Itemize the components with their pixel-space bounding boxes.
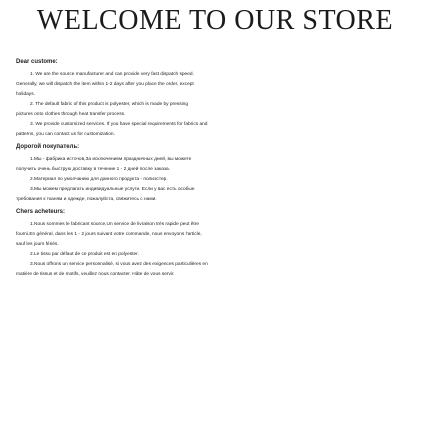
french-lines — [16, 221, 418, 279]
text-line: 1.Мы - фабрика источов,За исключением праздничных дней, вы можете — [30, 157, 192, 162]
text-line: 3.Nous offrons un service personnalisé, si vous avez des exigences particulières en — [30, 262, 208, 267]
text-line: 2.Материал по умолчанию для данного продукта - полиэстер. — [30, 177, 168, 182]
english-greeting: Dear custome: — [16, 59, 58, 65]
text-line: patterns, you can contact us for customization. — [16, 132, 115, 137]
french-greeting: Chers acheteurs: — [16, 209, 66, 215]
text-line: 2. The default fabric of this product is polyester, which is made by pressing — [30, 102, 189, 107]
text-line: holidays. — [16, 92, 35, 97]
text-line: 3. We provide customized services. If you have special requirements for fabrics and — [30, 122, 208, 127]
text-line: pictures onto clothes through heat transfer process. — [16, 112, 126, 117]
english-section — [16, 58, 418, 139]
text-line: 1. We are the source manufacturer and can provide very fast dispatch speed. — [30, 72, 194, 77]
text-line: fourni.En général, dans les 1 - 2 jours suivant votre commande, nous envoyons l'article, — [16, 232, 202, 237]
russian-greeting: Дорогой покупатель: — [16, 144, 80, 150]
page-title: WELCOME TO OUR STORE — [36, 5, 394, 36]
russian-section — [16, 143, 418, 204]
notice-body — [16, 58, 418, 281]
text-line: sauf les jours fériés. — [16, 242, 59, 247]
text-line: 1.Nous sommes le fabricant source,Un service de livraison très rapide peut être — [30, 222, 200, 227]
french-section — [16, 208, 418, 279]
text-line: matière de tissus et de motifs, veuillez nous contacter. Hâte de vous servir. — [16, 272, 175, 277]
english-lines — [16, 71, 418, 139]
russian-lines — [16, 156, 418, 204]
text-line: Generally, we will dispatch the item within 1-2 days after you place the order, except — [16, 82, 194, 87]
text-line: требования к тканям и одежде, пожалуйста, свяжитесь с нами. — [16, 197, 157, 202]
text-line: 3.Мы можем предлагать индивидуальные услуги. Если у вас есть особые — [30, 187, 195, 192]
text-line: получить очень быструю доставку в течение 1 - 2 дней после заказа. — [16, 167, 171, 172]
text-line: 2.Le tissu par défaut de ce produit est en polyester. — [30, 252, 139, 257]
